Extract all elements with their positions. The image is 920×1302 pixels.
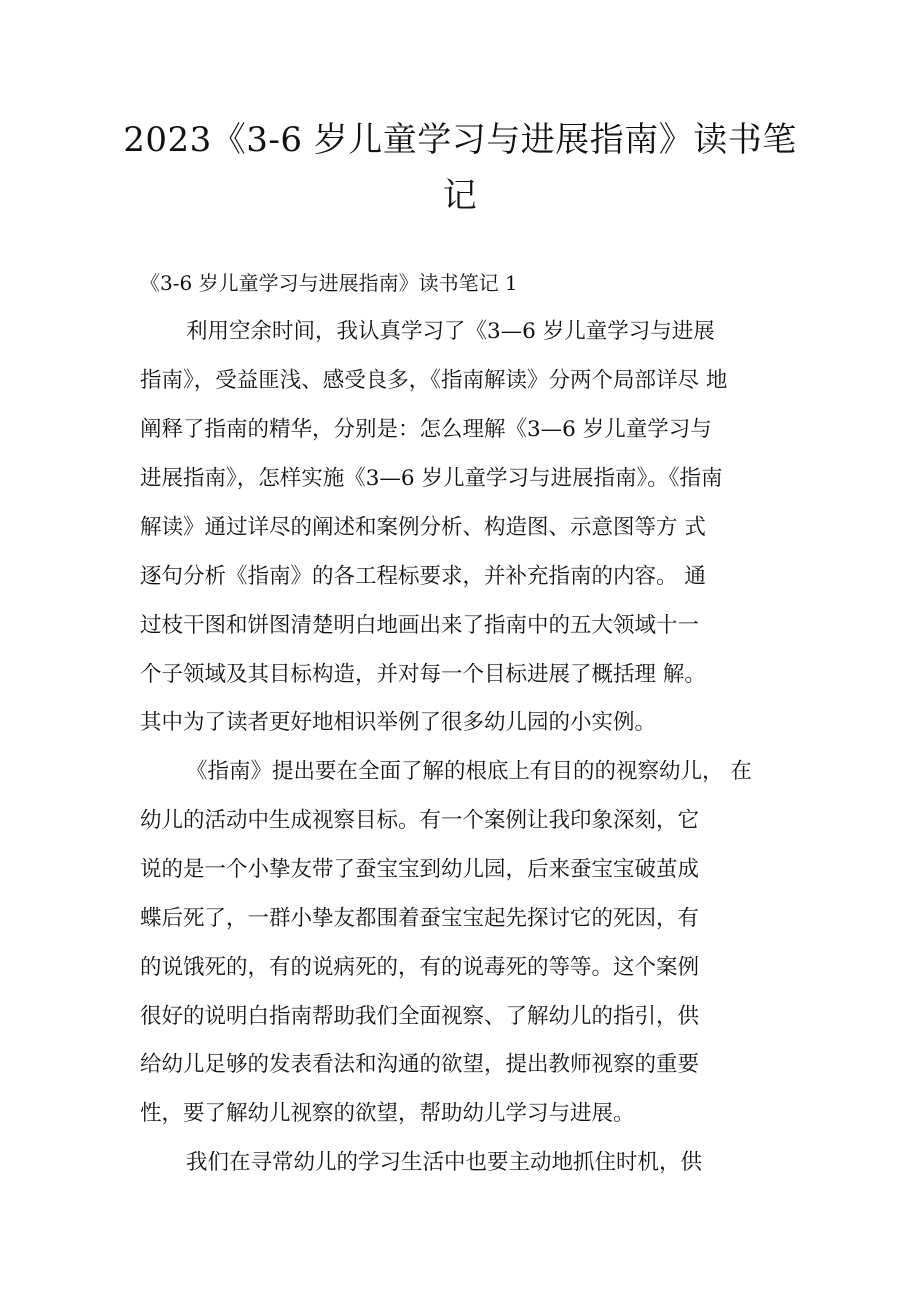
- paragraph-line: 指南》，受益匪浅、感受良多，《指南解读》分两个局部详尽 地: [140, 368, 728, 393]
- paragraph-line: 阐释了指南的精华，分别是：怎么理解《3—6 岁儿童学习与: [140, 417, 712, 442]
- paragraph-line: 的说饿死的，有的说病死的，有的说毒死的等等。这个案例: [140, 955, 700, 980]
- paragraph-line: 逐句分析《指南》的各工程标要求，并补充指南的内容。 通: [140, 564, 706, 589]
- title-line-1: 2023《3-6 岁儿童学习与进展指南》读书笔: [123, 120, 797, 160]
- paragraph-line: 性，要了解幼儿视察的欲望，帮助幼儿学习与进展。: [140, 1101, 635, 1126]
- paragraph-line: 我们在寻常幼儿的学习生活中也要主动地抓住时机，供: [186, 1150, 703, 1175]
- paragraph-line: 《指南》提出要在全面了解的根底上有目的的视察幼儿， 在: [186, 759, 752, 784]
- title-line-2: 记: [442, 176, 478, 216]
- paragraph-line: 进展指南》，怎样实施《3—6 岁儿童学习与进展指南》。《指南: [140, 466, 723, 491]
- section-subtitle: 《3-6 岁儿童学习与进展指南》读书笔记 1: [140, 271, 518, 295]
- paragraph-line: 其中为了读者更好地相识举例了很多幼儿园的小实例。: [140, 710, 657, 735]
- paragraph-line: 过枝干图和饼图清楚明白地画出来了指南中的五大领域十一: [140, 613, 700, 638]
- paragraph-line: 利用空余时间，我认真学习了《3—6 岁儿童学习与进展: [186, 319, 715, 344]
- paragraph-line: 给幼儿足够的发表看法和沟通的欲望，提出教师视察的重要: [140, 1052, 700, 1077]
- paragraph-line: 个子领域及其目标构造，并对每一个目标进展了概括理 解。: [140, 662, 706, 687]
- document-title: [120, 112, 800, 224]
- paragraph-line: 很好的说明白指南帮助我们全面视察、了解幼儿的指引，供: [140, 1004, 700, 1029]
- paragraph-line: 幼儿的活动中生成视察目标。有一个案例让我印象深刻，它: [140, 808, 700, 833]
- paragraph-line: 解读》通过详尽的阐述和案例分析、构造图、示意图等方 式: [140, 515, 706, 540]
- paragraph-line: 蝶后死了，一群小挚友都围着蚕宝宝起先探讨它的死因，有: [140, 906, 700, 931]
- paragraph-line: 说的是一个小挚友带了蚕宝宝到幼儿园，后来蚕宝宝破茧成: [140, 857, 700, 882]
